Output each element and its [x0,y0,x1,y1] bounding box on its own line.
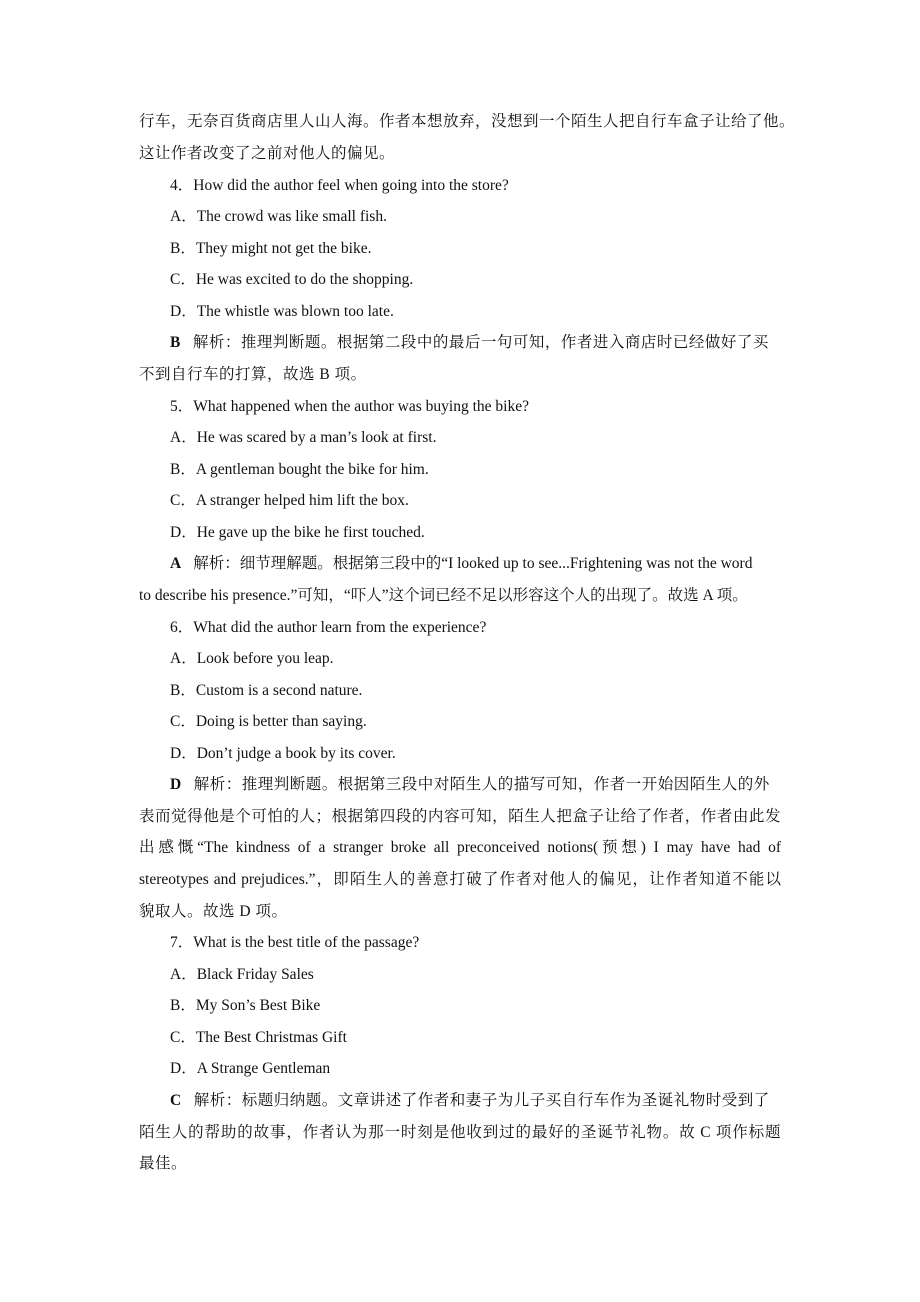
q7-answer: C [170,1092,182,1109]
q5-explanation-line-2: to describe his presence.”可知，“吓人”这个词已经不足以形容这个人的出现了。故选 A 项。 [139,587,748,604]
q6-option-a: A．Look before you leap. [170,650,334,667]
question-5: 5．What happened when the author was buying the bike? [170,398,529,415]
q5-answer: A [170,555,182,572]
q6-option-b: B．Custom is a second nature. [170,682,363,699]
q6-explanation-line-1: D 解析：推理判断题。根据第三段中对陌生人的描写可知，作者一开始因陌生人的外 [170,776,770,793]
q6-explanation-line-4: stereotypes and prejudices.”，即陌生人的善意打破了作者对他人的偏见，让作者知道不能以 [139,871,781,888]
q5-option-d: D．He gave up the bike he first touched. [170,524,425,541]
intro-line-2: 这让作者改变了之前对他人的偏见。 [139,145,396,162]
q5-option-a: A．He was scared by a man’s look at first. [170,429,437,446]
q7-explanation-line-1: C 解析：标题归纳题。文章讲述了作者和妻子为儿子买自行车作为圣诞礼物时受到了 [170,1092,770,1109]
q5-option-b: B．A gentleman bought the bike for him. [170,461,429,478]
q4-explanation-line-2: 不到自行车的打算，故选 B 项。 [139,366,367,383]
q7-option-c: C．The Best Christmas Gift [170,1029,347,1046]
q7-explanation-line-2: 陌生人的帮助的故事，作者认为那一时刻是他收到过的最好的圣诞节礼物。故 C 项作标题 [139,1124,781,1141]
q7-option-b: B．My Son’s Best Bike [170,997,321,1014]
q7-explanation-line-3: 最佳。 [139,1155,188,1172]
question-7: 7．What is the best title of the passage? [170,934,420,951]
q4-answer: B [170,334,181,351]
q6-explanation-line-5: 貌取人。故选 D 项。 [139,903,288,920]
q5-explanation-line-1: A 解析：细节理解题。根据第三段中的“I looked up to see...Frightening was not the word [170,555,753,572]
q4-option-c: C．He was excited to do the shopping. [170,271,414,288]
q7-option-d: D．A Strange Gentleman [170,1060,331,1077]
question-6: 6．What did the author learn from the experience? [170,619,487,636]
question-4: 4．How did the author feel when going into the store? [170,177,509,194]
q6-answer: D [170,776,182,793]
q6-explanation-line-2: 表而觉得他是个可怕的人；根据第四段的内容可知，陌生人把盒子让给了作者，作者由此发 [139,808,781,825]
q6-explanation-line-3: 出感慨“The kindness of a stranger broke all preconceived notions(预想) I may have had of [139,839,781,856]
q6-option-d: D．Don’t judge a book by its cover. [170,745,396,762]
q4-option-b: B．They might not get the bike. [170,240,372,257]
q7-option-a: A．Black Friday Sales [170,966,314,983]
q4-option-d: D．The whistle was blown too late. [170,303,394,320]
q4-explanation-line-1: B 解析：推理判断题。根据第二段中的最后一句可知，作者进入商店时已经做好了买 [170,334,769,351]
q5-option-c: C．A stranger helped him lift the box. [170,492,409,509]
q6-option-c: C．Doing is better than saying. [170,713,367,730]
q4-option-a: A．The crowd was like small fish. [170,208,387,225]
intro-line-1: 行车，无奈百货商店里人山人海。作者本想放弃，没想到一个陌生人把自行车盒子让给了他。 [139,113,796,130]
